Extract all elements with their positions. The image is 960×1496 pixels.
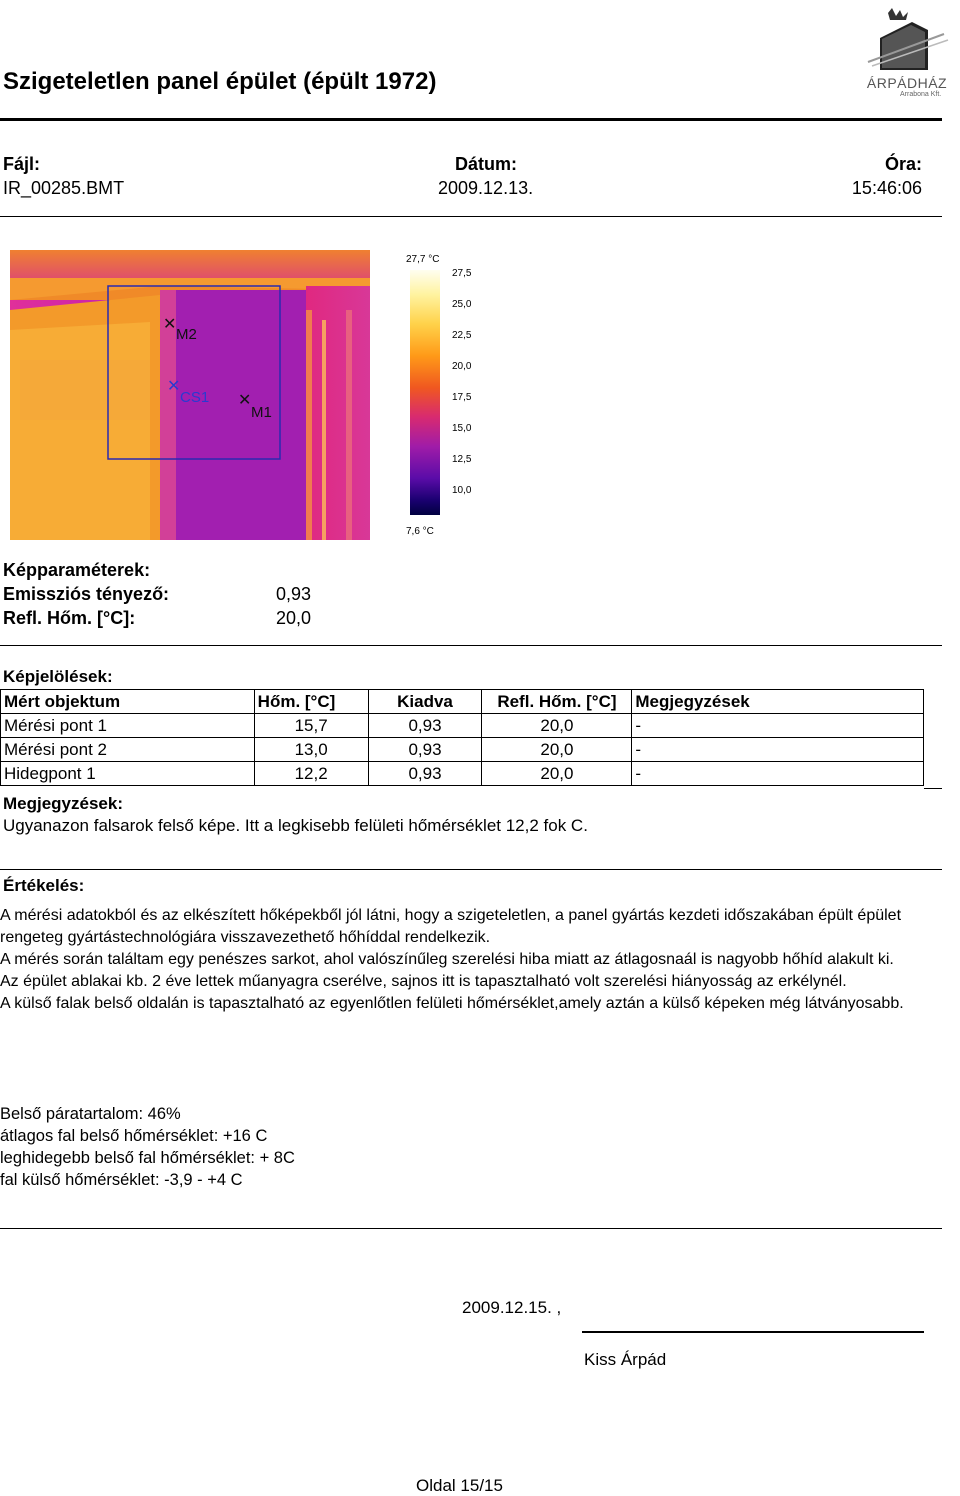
table-rule-tail xyxy=(924,788,942,789)
scale-tick: 12,5 xyxy=(452,454,472,465)
page-title: Szigeteletlen panel épület (épült 1972) xyxy=(3,68,437,95)
marker-cs1-cross: ✕ xyxy=(167,378,181,395)
scale-tick: 20,0 xyxy=(452,361,472,372)
table-cell: 13,0 xyxy=(254,738,368,762)
table-cell: 12,2 xyxy=(254,762,368,786)
evaluation-heading: Értékelés: xyxy=(3,876,85,895)
emission-value: 0,93 xyxy=(276,584,312,604)
evaluation-paragraph: A mérési adatokból és az elkészített hőképekből jól látni, hogy a szigeteletlen, a panel gyártás kezdeti időszakában épült épület rengeteg gyártástechnológiára visszavezethető hőhíddal rendelkezik. xyxy=(0,907,902,946)
table-cell: - xyxy=(632,738,924,762)
logo-subtext: Arrabona Kft. xyxy=(900,91,942,98)
table-row xyxy=(1,714,924,738)
date-label: Dátum: xyxy=(455,154,517,174)
marker-m2-label: M2 xyxy=(176,326,197,343)
column-header: Mért objektum xyxy=(1,690,255,714)
column-header: Hőm. [°C] xyxy=(254,690,368,714)
time-label: Óra: xyxy=(884,154,922,174)
column-header: Refl. Hőm. [°C] xyxy=(482,690,632,714)
marker-cs1-label: CS1 xyxy=(180,389,210,406)
stat-line: Belső páratartalom: 46% xyxy=(0,1105,181,1123)
table-row xyxy=(1,762,924,786)
signature-date: 2009.12.15. , xyxy=(462,1298,562,1317)
logo-text: ÁRPÁDHÁZ xyxy=(866,75,948,91)
column-header: Megjegyzések xyxy=(632,690,924,714)
bottom-rule xyxy=(0,1228,942,1229)
scale-max-label: 27,7 °C xyxy=(406,254,440,265)
scale-tick: 10,0 xyxy=(452,485,472,496)
time-value: 15:46:06 xyxy=(851,178,922,198)
title-rule xyxy=(0,118,942,121)
notes-text: Ugyanazon falsarok felső képe. Itt a legkisebb felületi hőmérséklet 12,2 fok C. xyxy=(3,816,588,835)
page-number: Oldal 15/15 xyxy=(416,1476,503,1495)
table-row xyxy=(1,738,924,762)
stats-list xyxy=(0,1103,295,1191)
marker-m1-label: M1 xyxy=(251,404,272,421)
marker-m1-cross: ✕ xyxy=(238,392,252,409)
stat-line: leghidegebb belső fal hőmérséklet: + 8C xyxy=(0,1149,295,1167)
table-cell: Hidegpont 1 xyxy=(1,762,255,786)
table-cell: 15,7 xyxy=(254,714,368,738)
signature-name: Kiss Árpád xyxy=(584,1350,667,1369)
table-cell: 0,93 xyxy=(368,714,482,738)
scale-tick: 17,5 xyxy=(452,392,472,403)
stat-line: fal külső hőmérséklet: -3,9 - +4 C xyxy=(0,1171,243,1189)
eval-rule xyxy=(0,869,942,870)
company-logo xyxy=(862,4,952,102)
scale-min-label: 7,6 °C xyxy=(406,526,434,537)
signature-line xyxy=(582,1331,924,1333)
refl-label: Refl. Hőm. [°C]: xyxy=(3,608,136,628)
emission-label: Emissziós tényező: xyxy=(3,584,170,604)
column-header: Kiadva xyxy=(368,690,482,714)
evaluation-paragraph: Az épület ablakai kb. 2 éve lettek műanyagra cserélve, sajnos itt is tapasztalható volt szerelési hiányosság az erkélynél. xyxy=(0,973,847,990)
params-heading: Képparaméterek: xyxy=(3,560,151,580)
scale-tick: 25,0 xyxy=(452,299,472,310)
table-cell: 20,0 xyxy=(482,738,632,762)
table-cell: 20,0 xyxy=(482,762,632,786)
table-cell: 0,93 xyxy=(368,738,482,762)
table-cell: Mérési pont 1 xyxy=(1,714,255,738)
marks-heading: Képjelölések: xyxy=(3,667,113,686)
thermal-image xyxy=(10,250,370,540)
table-cell: Mérési pont 2 xyxy=(1,738,255,762)
markings-table xyxy=(0,689,924,786)
scale-tick: 22,5 xyxy=(452,330,472,341)
notes-label: Megjegyzések: xyxy=(3,794,123,813)
evaluation-paragraph: A külső falak belső oldalán is tapasztalható az egyenlőtlen felületi hőmérséklet,amely aztán a külső képeken még látványosabb. xyxy=(0,995,904,1012)
date-value: 2009.12.13. xyxy=(438,178,534,198)
table-cell: - xyxy=(632,762,924,786)
file-label: Fájl: xyxy=(3,154,41,174)
scale-tick: 15,0 xyxy=(452,423,472,434)
file-value: IR_00285.BMT xyxy=(3,178,125,198)
info-rule xyxy=(0,216,942,217)
temperature-scale xyxy=(400,250,480,540)
stat-line: átlagos fal belső hőmérséklet: +16 C xyxy=(0,1127,268,1145)
refl-value: 20,0 xyxy=(276,608,312,628)
marker-m2-cross: ✕ xyxy=(163,316,177,333)
evaluation-paragraph: A mérés során találtam egy penészes sarkot, ahol valószínűleg szerelési hiba miatt az átlagosnaál is nagyobb hőhíd alakult ki. xyxy=(0,951,894,968)
table-cell: 20,0 xyxy=(482,714,632,738)
scale-tick: 27,5 xyxy=(452,268,472,279)
table-cell: 0,93 xyxy=(368,762,482,786)
evaluation-text xyxy=(0,905,935,1015)
table-header-row xyxy=(1,690,924,714)
table-cell: - xyxy=(632,714,924,738)
params-rule xyxy=(0,645,942,646)
scale-bar xyxy=(410,270,440,515)
